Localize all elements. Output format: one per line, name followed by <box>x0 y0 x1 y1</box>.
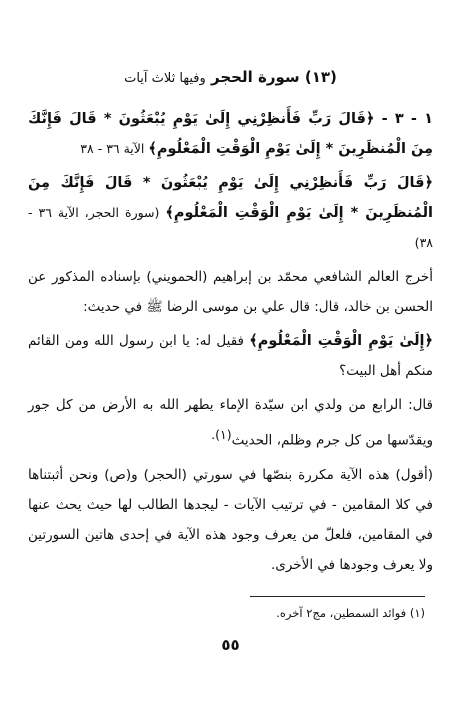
verse-reference: الآية ٣٦ - ٣٨ <box>80 141 149 156</box>
narration-text: أخرج العالم الشافعي محمّد بن إبراهيم (الحمويني) بإسناده المذكور عن الحسن بن خالد، قال: قال علي بن موسى الرضا ﷺ في حديث: <box>28 269 433 315</box>
question-paragraph <box>28 326 433 386</box>
question-text: فقيل له: يا ابن رسول الله ومن القائم منكم أهل البيت؟ <box>28 333 433 379</box>
verse-text: ﴿إِلَىٰ يَوْمِ الْوَقْتِ الْمَعْلُومِ﴾ <box>249 333 433 349</box>
verse-paragraph-1 <box>28 104 433 164</box>
commentary-text: (أقول) هذه الآية مكررة بنصّها في سورتي (الحجر) و(ص) ونحن أثبتناها في كلا المقامين - في ترتيب الآيات - ليجدها الطالب لها حيث يحث عنها في المقامين، فلعلّ من يعرف وجود هذه الآية في إحدى هاتين السورتين ولا يعرف وجودها في الأخرى. <box>28 466 433 573</box>
surah-title: (١٣) سورة الحجر <box>211 68 337 86</box>
commentary-paragraph <box>28 460 433 580</box>
verse-text: ﴿قَالَ رَبِّ فَأَنظِرْنِي إِلَىٰ يَوْمِ يُبْعَثُونَ * قَالَ فَإِنَّكَ مِنَ الْمُنظَرِينَ * إِلَىٰ يَوْمِ الْوَقْتِ الْمَعْلُومِ﴾ <box>28 175 433 221</box>
answer-text: قال: الرابع من ولدي ابن سيّدة الإماء يطهر الله به الأرض من كل جور ويقدّسها من كل جرم وظلم، الحديث <box>28 397 433 449</box>
verse-reference: (سورة الحجر، الآية ٣٦ - ٣٨) <box>28 205 433 250</box>
footnote-marker: (١). <box>211 427 232 442</box>
verse-text: ١ - ٣ - ﴿قَالَ رَبِّ فَأَنظِرْنِي إِلَىٰ يَوْمِ يُبْعَثُونَ * قَالَ فَإِنَّكَ مِنَ الْمُنظَرِينَ * إِلَىٰ يَوْمِ الْوَقْتِ الْمَعْلُومِ﴾ <box>28 111 433 157</box>
answer-paragraph <box>28 390 433 456</box>
verse-paragraph-2 <box>28 168 433 258</box>
page-number: ٥٥ <box>221 636 240 654</box>
chapter-title <box>0 68 461 86</box>
page-body <box>28 104 433 584</box>
footnote: (١) فوائد السمطين، مج٢ آخره. <box>276 606 425 620</box>
surah-subtitle: وفيها ثلاث آيات <box>124 71 206 86</box>
narration-paragraph <box>28 262 433 322</box>
footnote-divider <box>250 596 425 597</box>
